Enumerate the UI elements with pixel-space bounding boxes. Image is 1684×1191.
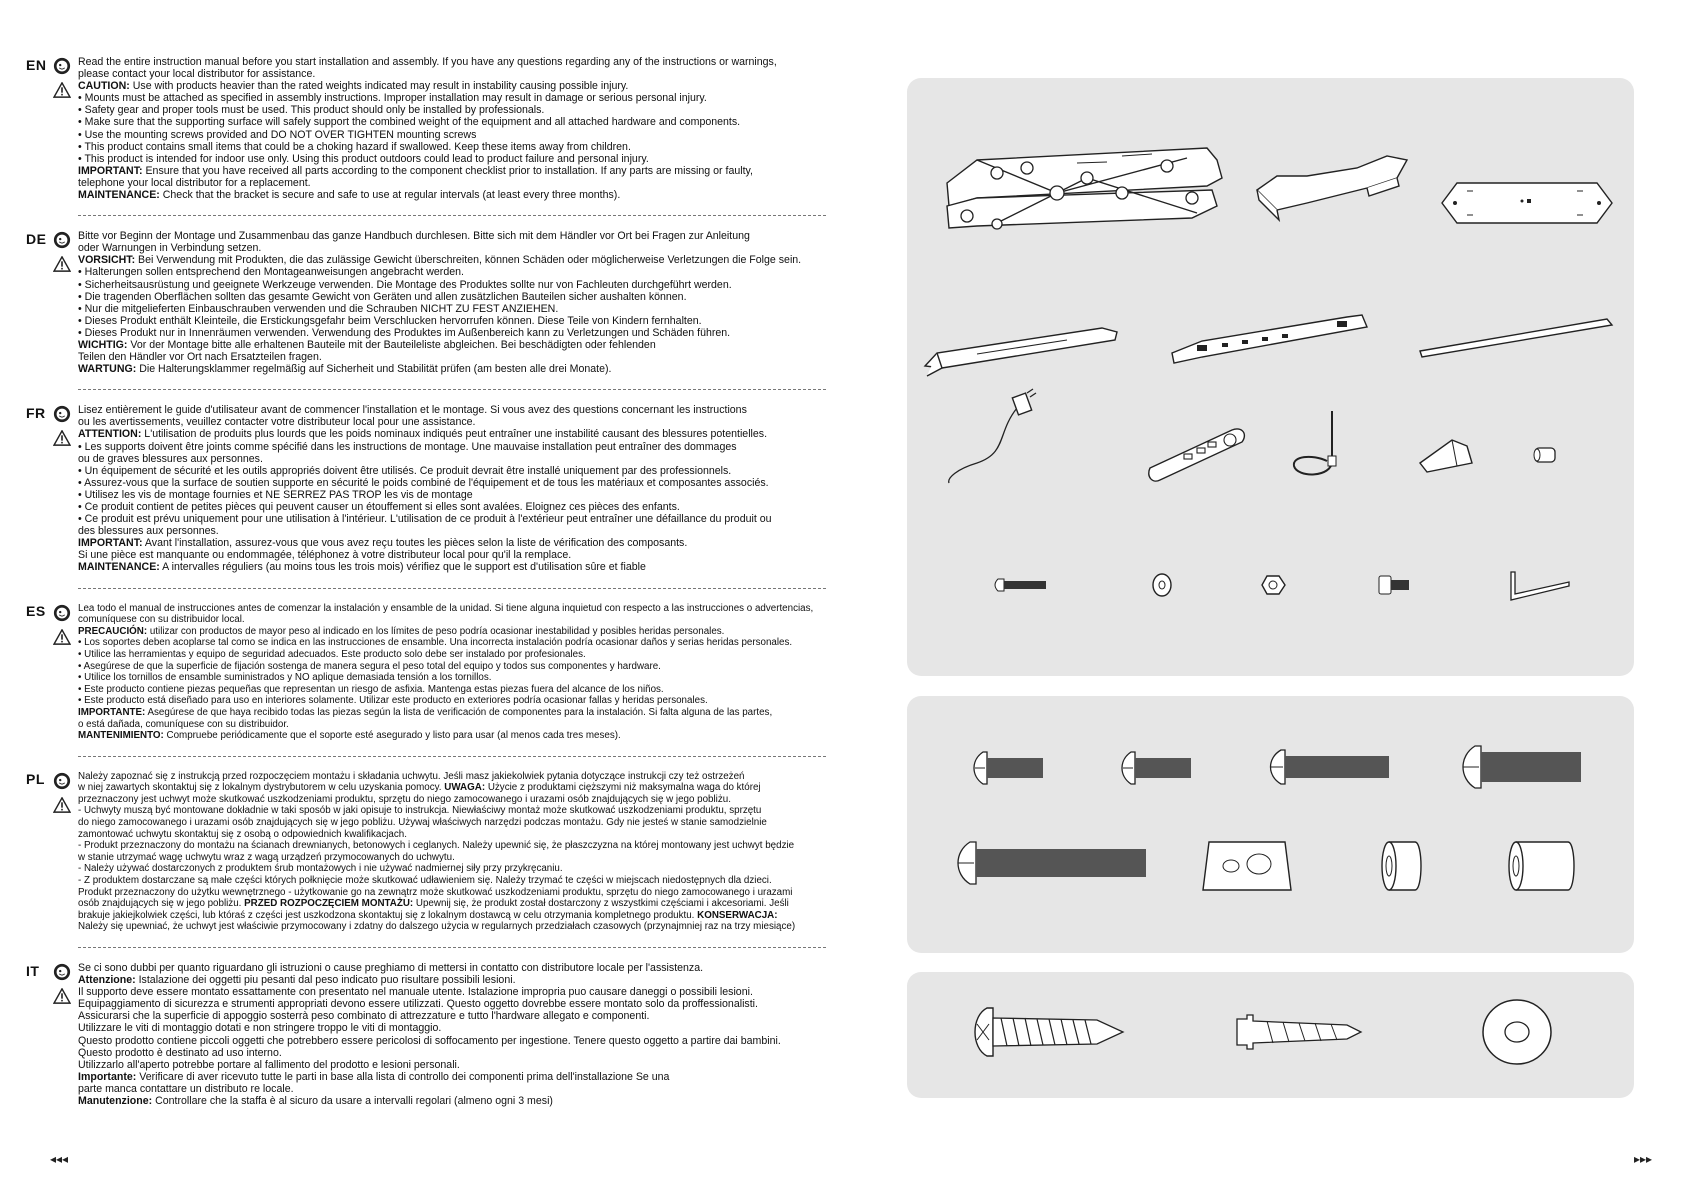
instruction-line: - Produkt przeznaczony do montażu na ścianach drewnianych, betonowych i ceglanych. Należy upewnić się, że płaszczyzna na której montowany jest uchwyt będzie: [78, 840, 795, 852]
instruction-line: • Utilisez les vis de montage fournies et NE SERREZ PAS TROP les vis de montage: [78, 488, 473, 501]
power-adapter-part: [937, 383, 1057, 493]
instruction-line: Utilizzarlo all'aperto potrebbe portare al fallimento del prodotto e lesioni personali.: [78, 1058, 460, 1071]
instruction-line: • Ce produit contient de petites pièces qui peuvent causer un étouffement si elles sont avalées. Eloignez ces pièces des enfants.: [78, 501, 680, 513]
instruction-line: please contact your local distributor for assistance.: [78, 68, 316, 81]
instruction-line: Utilizzare le viti di montaggio dotati e non stringere troppo le viti di montaggio.: [78, 1022, 442, 1035]
knob-part: [1412, 428, 1482, 478]
instruction-line: • Nur die mitgelieferten Einbauschrauben verwenden und die Schrauben NICHT ZU FEST ANZIEHEN.: [78, 302, 559, 315]
mounting-plate-part: [1437, 173, 1617, 233]
instruction-line: WARTUNG: Die Halterungsklammer regelmäßig auf Sicherheit und Stabilität prüfen (am besten alle drei Monate).: [78, 363, 612, 376]
instruction-line: przeznaczony jest uchwyt może skutkować uszkodzeniami produktu, sprzętu do niego zamocowanego i urazami osób znajdujących się w jego pobliżu.: [78, 793, 731, 805]
section-it: [20, 962, 820, 1107]
speech-face-icon: [53, 772, 71, 790]
instruction-line: Manutenzione: Controllare che la staffa è al sicuro da usare a intervalli regolari (almeno ogni 3 mesi): [78, 1095, 553, 1108]
parts-panel-main: [907, 78, 1634, 676]
instruction-line: WICHTIG: Vor der Montage bitte alle erhaltenen Bauteile mit der Bauteileliste abgleichen. Bei beschädigten oder fehlenden: [78, 338, 656, 351]
instruction-line: Lea todo el manual de instrucciones antes de comenzar la instalación y ensamble de la unidad. Si tiene alguna inquietud con respecto a las instrucciones o advertencias,: [78, 602, 814, 614]
instruction-line: brakuje jakiejkolwiek części, lub któraś z części jest uszkodzona skontaktuj się z lokalnym dostawcą w celu otrzymania kompletnego produktu. KONSERWACJA:: [78, 909, 778, 921]
instruction-line: • Die tragenden Oberflächen sollten das gesamte Gewicht von Geräten und allen zusätzlichen Bauteilen sicher aushalten können.: [78, 290, 687, 303]
instruction-line: IMPORTANT: Avant l'installation, assurez-vous que vous avez reçu toutes les pièces selon la liste de vérification des composants.: [78, 537, 688, 550]
spacer-long-part: [1502, 836, 1582, 896]
instruction-line: oder Warnungen in Verbindung setzen.: [78, 242, 262, 255]
instruction-line: ou de graves blessures aux personnes.: [78, 452, 263, 465]
instruction-line: ou les avertissements, veuillez contacter votre distributeur local pour une assistance.: [78, 416, 476, 429]
instruction-line: VORSICHT: Bei Verwendung mit Produkten, die das zulässige Gewicht überschreiten, können Schäden oder möglicherweise Verletzungen die Folge sein.: [78, 254, 802, 267]
instruction-line: • Utilice las herramientas y equipo de seguridad adecuados. Este producto solo debe ser instalado por profesionales.: [78, 648, 586, 660]
instruction-line: • Este producto está diseñado para uso en interiores solamente. Utilizar este producto en exteriores podría ocasionar fallas y heridas personales.: [78, 695, 708, 707]
instruction-line: do niego zamocowanego i urazami osób znajdujących się w jego pobliżu. Używaj właściwych narzędzi podczas montażu. Gdy nie jesteś w stanie samodzielnie: [78, 817, 767, 829]
instruction-line: • Use the mounting screws provided and DO NOT OVER TIGHTEN mounting screws: [78, 128, 477, 141]
instruction-line: Należy zapoznać się z instrukcją przed rozpoczęciem montażu i składania uchwytu. Jeśli masz jakiekolwiek pytania dotyczące instrukcji czy też ostrzeżeń: [78, 770, 745, 782]
section-fr: [20, 404, 820, 573]
instruction-line: IMPORTANTE: Asegúrese de que haya recibido todas las piezas según la lista de verificación de componentes para la instalación. Si falta alguna de las partes,: [78, 706, 773, 718]
instruction-line: • Halterungen sollen entsprechend den Montageanweisungen angebracht werden.: [78, 266, 464, 279]
speech-face-icon: [53, 963, 71, 981]
speech-face-icon: [53, 57, 71, 75]
instruction-line: Importante: Verificare di aver ricevuto tutte le parti in base alla lista di controllo dei componenti prima dell'installazione Se una: [78, 1070, 670, 1083]
speech-face-icon: [53, 231, 71, 249]
instruction-line: Produkt przeznaczony do użytku wewnętrznego - użytkowanie go na zewnątrz może skutkować uszkodzeniami produktu, sprzętu do niego zamocowanego i urazami: [78, 886, 793, 898]
rail-bar-part: [1412, 313, 1622, 363]
instruction-line: MANTENIMIENTO: Compruebe periódicamente que el soporte esté asegurado y listo para usar (al menos cada tres meses).: [78, 730, 621, 742]
instruction-line: Lisez entièrement le guide d'utilisateur avant de commencer l'installation et le montage. Si vous avez des questions concernant les instructions: [78, 404, 747, 417]
instruction-line: - Uchwyty muszą być montowane dokładnie w taki sposób w jaki opisuje to instrukcja. Niewłaściwy montaż może skutkować uszkodzeniami produktu, sprzętu: [78, 805, 762, 817]
section-es: [20, 603, 820, 742]
instruction-line: • Les supports doivent être joints comme spécifié dans les instructions de montage. Une mauvaise installation peut entraîner des dommages: [78, 440, 737, 453]
instruction-line: • Un équipement de sécurité et les outils appropriés doivent être utilisés. Ce produit devrait être installé uniquement par des professionnels.: [78, 464, 732, 477]
rail-center-part: [1162, 303, 1372, 373]
instruction-line: zamontować uchwytu skontaktuj się z osobą o odpowiednich kwalifikacjach.: [78, 828, 407, 840]
lag-bolt-part: [967, 1002, 1127, 1062]
instruction-line: • Dieses Produkt nur in Innenräumen verwenden. Verwendung des Produktes im Außenbereich kann zu Verletzungen und Schäden führen.: [78, 326, 731, 339]
spacer-plate-part: [1197, 836, 1297, 896]
wall-anchor-part: [1227, 1007, 1367, 1057]
language-code: IT: [26, 963, 40, 979]
screw-m8-short: [1457, 740, 1587, 794]
section-en: [20, 56, 820, 201]
instruction-line: • Este producto contiene piezas pequeñas que representan un riesgo de asfixia. Mantenga estas piezas fuera del alcance de los niños.: [78, 683, 664, 695]
instruction-line: • Sicherheitsausrüstung und geeignete Werkzeuge verwenden. Die Montage des Produktes sollte nur von Fachleuten durchgeführt werden.: [78, 278, 732, 291]
section-divider: [78, 756, 826, 757]
instruction-line: telephone your local distributor for a replacement.: [78, 176, 311, 189]
language-code: DE: [26, 231, 47, 248]
screw-m4-short: [969, 746, 1049, 790]
spacer-short-part: [1377, 836, 1427, 896]
instruction-line: parte manca contattare un distributo re locale.: [78, 1082, 294, 1095]
hex-key-part: [1505, 566, 1575, 606]
warning-triangle-icon: [53, 430, 71, 446]
bracket-plate-part: [1247, 148, 1417, 228]
prev-page-arrows[interactable]: ◂◂◂: [50, 1152, 69, 1166]
instruction-line: • Ce produit est prévu uniquement pour une utilisation à l'intérieur. L'utilisation de ce produit à l'extérieur peut entraîner une défaillance du produit ou: [78, 513, 772, 526]
instruction-line: MAINTENANCE: A intervalles réguliers (au moins tous les trois mois) vérifiez que le support est d'utilisation sûre et fiable: [78, 561, 646, 574]
warning-triangle-icon: [53, 256, 71, 272]
parts-panel-screws: [907, 696, 1634, 953]
section-divider: [78, 588, 826, 589]
section-de: [20, 230, 820, 375]
instruction-line: Należy się upewniać, że uchwyt jest właściwie przymocowany i zdatny do dalszego użycia w regularnych przedziałach czasowych (przynajmniej raz na trzy miesiące): [78, 921, 796, 933]
instruction-line: Assicurarsi che la superficie di appoggio sosterrà peso combinato di attrezzature e tutto l'hardware allegato e componenti.: [78, 1010, 650, 1023]
instruction-line: Teilen den Händler vor Ort nach Ersatzteilen fragen.: [78, 351, 322, 364]
instruction-line: comuníquese con su distribuidor local.: [78, 614, 245, 626]
nut-part: [1259, 570, 1289, 600]
instruction-line: w stanie utrzymać wagę uchwytu wraz z wagą urządzeń przymocowanych do uchwytu.: [78, 851, 455, 863]
instruction-line: • Asegúrese de que la superficie de fijación sostenga de manera segura el peso total del equipo y todos sus componentes y hardware.: [78, 660, 661, 672]
next-page-arrows[interactable]: ▸▸▸: [1634, 1152, 1653, 1166]
instruction-line: des blessures aux personnes.: [78, 525, 219, 538]
instruction-line: CAUTION: Use with products heavier than the rated weights indicated may result in instability causing possible injury.: [78, 80, 629, 93]
instruction-line: Questo prodotto contiene piccoli oggetti che potrebbero essere pericolosi di soffocamento per ingestione. Tenere questo oggetto a partire dai bambini.: [78, 1034, 781, 1047]
instruction-line: w niej zawartych skontaktuj się z lokalnym dystrybutorem w celu uzyskania pomocy. UWAGA: Użycie z produktami cięższymi niż maksymalna waga do której: [78, 782, 761, 794]
screw-m8-long: [952, 836, 1152, 890]
instruction-line: • This product is intended for indoor use only. Using this product outdoors could lead to product failure and personal injury.: [78, 152, 649, 165]
warning-triangle-icon: [53, 988, 71, 1004]
socket-screw-part: [1375, 570, 1415, 600]
section-divider: [78, 389, 826, 390]
instruction-line: • Make sure that the supporting surface will safely support the combined weight of the equipment and all attached hardware and components.: [78, 116, 741, 129]
instruction-line: o está dañada, comuníquese con su distribuidor.: [78, 718, 289, 730]
section-divider: [78, 947, 826, 948]
instruction-line: MAINTENANCE: Check that the bracket is secure and safe to use at regular intervals (at least every three months).: [78, 189, 621, 202]
instruction-line: • Dieses Produkt enthält Kleinteile, die Erstickungsgefahr beim Verschlucken hervorrufen können. Diese Teile von Kindern fernhalten.: [78, 314, 702, 327]
instruction-line: - Z produktem dostarczane są małe części których połknięcie może skutkować udławieniem się. Należy trzymać te części w miejscach niedostępnych dla dzieci.: [78, 875, 772, 887]
instruction-line: • Los soportes deben acoplarse tal como se indica en las instrucciones de ensamble. Una incorrecta instalación podría ocasionar daños y serias heridas personales.: [78, 637, 793, 649]
warning-triangle-icon: [53, 629, 71, 645]
washer-part: [1147, 570, 1177, 600]
rail-left-part: [917, 318, 1127, 378]
instruction-line: Questo prodotto è destinato ad uso interno.: [78, 1046, 282, 1059]
instruction-line: • This product contains small items that could be a choking hazard if swallowed. Keep these items away from children.: [78, 140, 631, 153]
screw-m6: [1265, 744, 1395, 790]
warning-triangle-icon: [53, 82, 71, 98]
language-code: ES: [26, 602, 46, 619]
small-spacer-part: [1527, 440, 1567, 470]
instruction-line: Il supporto deve essere montato essattamente con presentato nel manuale utente. Istalazione impropria puo causare daneggi o possibili lesioni.: [78, 986, 753, 999]
section-divider: [78, 215, 826, 216]
cable-tie-part: [1282, 406, 1352, 486]
instruction-line: • Utilice los tornillos de ensamble suministrados y NO aplique demasiada tensión a los tornillos.: [78, 672, 492, 684]
instruction-line: osób znajdujących się w jego pobliżu. PRZED ROZPOCZĘCIEM MONTAŻU: Upewnij się, że produkt został dostarczony z wszystkimi częściami i akcesoriami. Jeśli: [78, 898, 789, 910]
language-code: PL: [26, 770, 45, 787]
language-code: FR: [26, 405, 46, 422]
remote-control-part: [1142, 418, 1252, 488]
instruction-line: IMPORTANT: Ensure that you have received all parts according to the component checklist prior to installation. If any parts are missing or faulty,: [78, 164, 753, 177]
instruction-line: Equipaggiamento di sicurezza e strumenti appropriati devono essere utilizzati. Questo oggetto dovrebbe essere montato solo da proffessionalisti.: [78, 998, 758, 1011]
instruction-line: Si une pièce est manquante ou endommagée, téléphonez à votre distributeur local pour qu'il la remplace.: [78, 549, 572, 562]
instruction-line: PRECAUCIÓN: utilizar con productos de mayor peso al indicado en los límites de peso podría ocasionar inestabilidad y posibles heridas personales.: [78, 625, 725, 637]
speech-face-icon: [53, 405, 71, 423]
warning-triangle-icon: [53, 797, 71, 813]
instruction-line: Attenzione: Istalazione dei oggetti piu pesanti dal peso indicato puo risultare possibili lesioni.: [78, 974, 516, 987]
instruction-line: Bitte vor Beginn der Montage und Zusammenbau das ganze Handbuch durchlesen. Bitte sich mit dem Händler vor Ort bei Fragen zur Anleitung: [78, 230, 750, 243]
instruction-line: • Safety gear and proper tools must be used. This product should only be installed by professionals.: [78, 104, 545, 117]
speech-face-icon: [53, 604, 71, 622]
bolt-part: [992, 573, 1052, 597]
instruction-line: • Assurez-vous que la surface de soutien supporte en sécurité le poids combiné de l'équipement et de tous les matériaux et composantes associés.: [78, 476, 769, 489]
instruction-line: ATTENTION: L'utilisation de produits plus lourds que les poids nominaux indiqués peut entraîner une instabilité causant des blessures potentielles.: [78, 428, 768, 441]
screw-m5-short: [1117, 746, 1197, 790]
parts-panel-anchors: [907, 972, 1634, 1098]
instructions-column: [20, 56, 820, 1107]
instruction-line: Se ci sono dubbi per quanto riguardano gli istruzioni o cause preghiamo di mettersi in contatto con distributore locale per l'assistenza.: [78, 962, 704, 974]
instruction-line: - Należy używać dostarczonych z produktem śrub montażowych i nie używać nadmiernej siły przy przykręcaniu.: [78, 863, 563, 875]
instruction-line: Read the entire instruction manual before you start installation and assembly. If you have any questions regarding any of the instructions or warnings,: [78, 56, 777, 68]
instruction-line: • Mounts must be attached as specified in assembly instructions. Improper installation may result in damage or serious personal injury.: [78, 92, 707, 105]
large-washer-part: [1477, 992, 1557, 1072]
articulating-arm-part: [937, 138, 1227, 248]
language-code: EN: [26, 57, 47, 73]
section-pl: [20, 771, 820, 933]
